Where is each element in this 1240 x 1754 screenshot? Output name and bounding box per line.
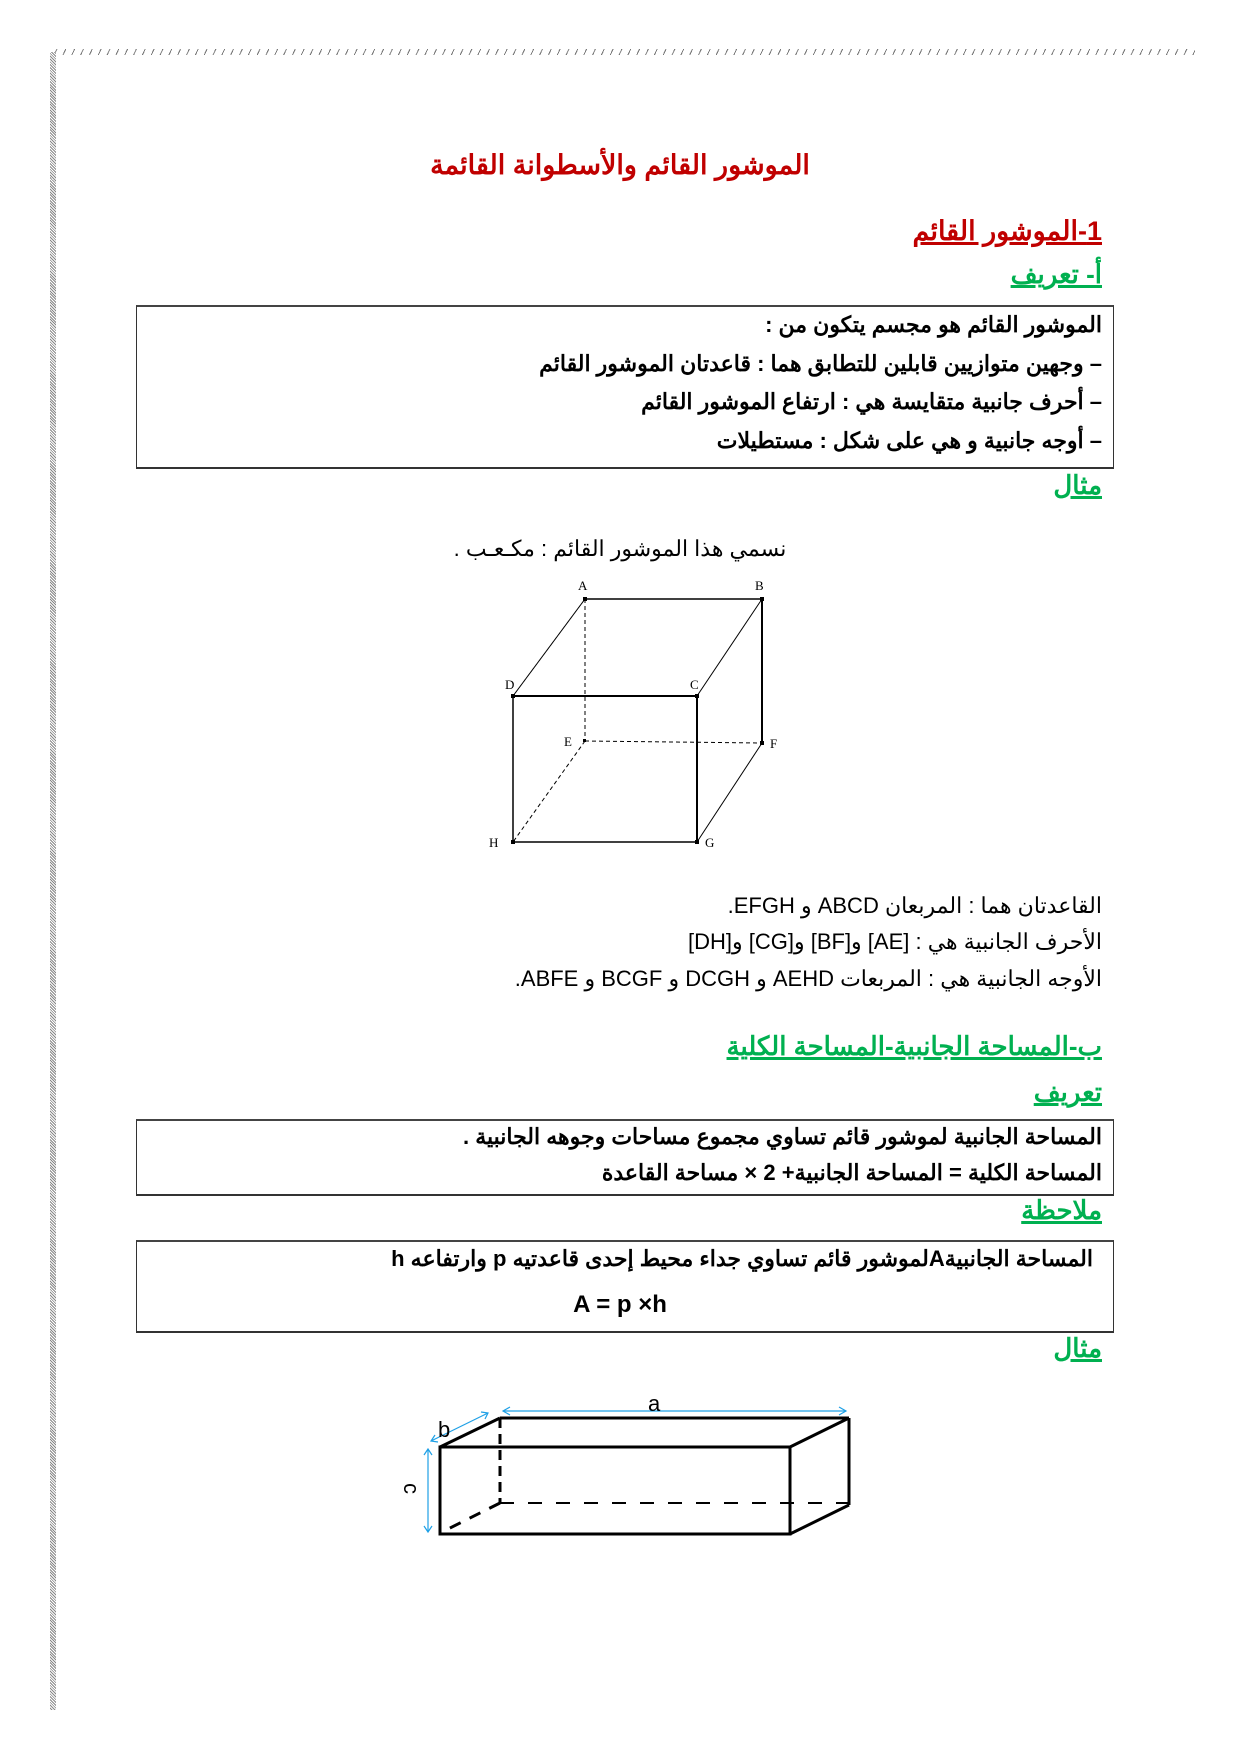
vertex-label-f: F (770, 736, 778, 751)
vertex-label-e: E (564, 734, 572, 749)
example-heading: مثال (1053, 470, 1102, 500)
lateral-area-definition: المساحة الجانبية لموشور قائم تساوي مجموع مساحات وجوهه الجانبية . (462, 1124, 1102, 1149)
edge-bc (697, 599, 762, 696)
vertex-label-c: C (690, 677, 699, 692)
total-area-formula: المساحة الكلية = المساحة الجانبية+ 2 × مساحة القاعدة (601, 1160, 1102, 1185)
definition-line: – أوجه جانبية و هي على شكل : مستطيلات (716, 428, 1102, 453)
edge-fg (697, 743, 762, 842)
page-title: الموشور القائم والأسطوانة القائمة (430, 150, 810, 180)
faces-line: الأوجه الجانبية هي : المربعات AEHD و DCGH و BCGF و ABFE. (514, 966, 1102, 991)
note-line: المساحة الجانبيةAلموشور قائم تساوي جداء محيط إحدى قاعدتيه p وارتفاعه h (391, 1246, 1093, 1271)
note-heading: ملاحظة (1021, 1195, 1102, 1225)
dimension-label-a: a (648, 1391, 661, 1416)
definition-line: الموشور القائم هو مجسم يتكون من : (765, 312, 1102, 337)
edge-eh-hidden (513, 741, 585, 842)
vertex-label-d: D (505, 677, 515, 692)
edge-ad (513, 599, 585, 696)
definition-line: – وجهين متوازيين قابلين للتطابق هما : قاعدتان الموشور القائم (539, 351, 1102, 376)
edge-ef-hidden (585, 741, 762, 743)
definition-line: – أحرف جانبية متقايسة هي : ارتفاع الموشور القائم (641, 389, 1102, 414)
definition-heading-2: تعريف (1033, 1077, 1102, 1107)
section-b-heading: ب-المساحة الجانبية-المساحة الكلية (726, 1031, 1102, 1061)
lateral-area-formula: A = p ×h (573, 1291, 667, 1318)
dimension-label-c: c (399, 1483, 424, 1494)
bases-line: القاعدتان هما : المربعان ABCD و EFGH. (727, 893, 1102, 918)
section-1-heading: 1-الموشور القائم (912, 216, 1102, 246)
definition-heading: أ- تعريف (1010, 259, 1102, 289)
cube-figure (513, 599, 762, 842)
vertex-label-b: B (755, 578, 764, 593)
example-heading-2: مثال (1053, 1333, 1102, 1363)
front-face (440, 1447, 790, 1534)
box-figure (440, 1418, 849, 1534)
dimension-label-b: b (438, 1417, 451, 1442)
vertex-label-g: G (705, 835, 715, 850)
edges-line: الأحرف الجانبية هي : [AE] و[BF] و[CG] و[DH] (687, 929, 1102, 954)
vertex-label-a: A (578, 578, 588, 593)
example-caption: نسمي هذا الموشور القائم : مكـعـب . (453, 536, 787, 561)
cube-vertices (511, 597, 764, 844)
vertex-label-h: H (489, 835, 499, 850)
